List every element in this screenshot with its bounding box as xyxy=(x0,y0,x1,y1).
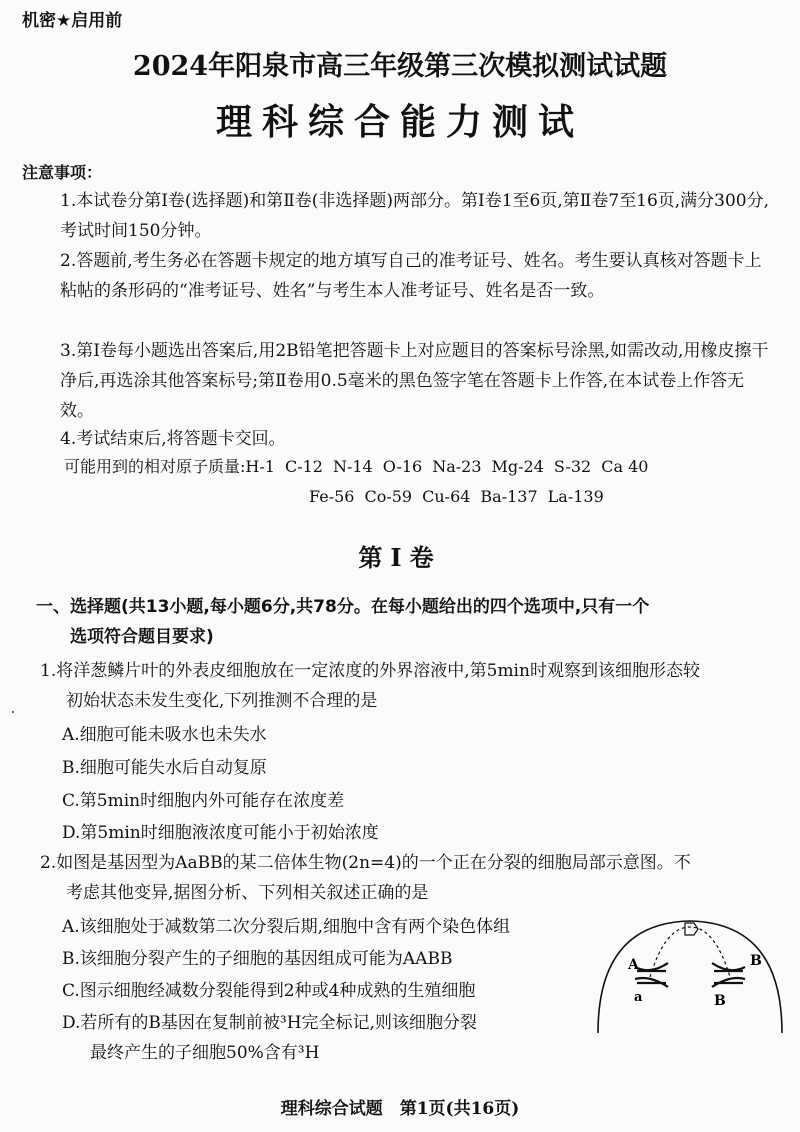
mass-na: Na-23 xyxy=(432,457,482,476)
question-1-line2: 初始状态未发生变化,下列推测不合理的是 xyxy=(66,691,378,711)
mass-fe: Fe-56 xyxy=(309,487,355,506)
subject-title: 理科综合能力测试 xyxy=(215,101,584,143)
section-title-line2: 选项符合题目要求) xyxy=(70,627,214,647)
atomic-masses-label: 可能用到的相对原子质量: xyxy=(64,457,246,476)
atomic-masses xyxy=(64,452,784,512)
question-2-option-d-continued: 最终产生的子细胞50%含有³H xyxy=(90,1043,320,1063)
section-title xyxy=(36,592,786,652)
question-2-option-c: C.图示细胞经减数分裂能得到2种或4种成熟的生殖细胞 xyxy=(62,981,476,1001)
question-1-stem xyxy=(40,656,782,716)
mass-mg: Mg-24 xyxy=(491,457,544,476)
cell-division-diagram xyxy=(590,905,790,1035)
question-1-option-a: A.细胞可能未吸水也未失水 xyxy=(62,725,267,745)
question-1-option-d: D.第5min时细胞液浓度可能小于初始浓度 xyxy=(62,823,379,843)
notice-item-1: 1.本试卷分第Ⅰ卷(选择题)和第Ⅱ卷(非选择题)两部分。第Ⅰ卷1至6页,第Ⅱ卷7至16页,满分300分,考试时间150分钟。 xyxy=(60,191,770,241)
scan-speck xyxy=(12,711,14,713)
question-2-line1: 2.如图是基因型为AaBB的某二倍体生物(2n=4)的一个正在分裂的细胞局部示意图。不 xyxy=(40,853,691,873)
mass-la: La-139 xyxy=(547,487,604,506)
gene-label-a-upper: A xyxy=(628,957,639,973)
exam-title: 2024年阳泉市高三年级第三次模拟测试试题 xyxy=(132,51,668,82)
left-chromosome-pair xyxy=(635,963,668,987)
secrecy-label: 机密★启用前 xyxy=(22,11,123,31)
centrosome-icon xyxy=(685,923,698,935)
question-2-option-a: A.该细胞处于减数第二次分裂后期,细胞中含有两个染色体组 xyxy=(62,917,511,937)
right-chromosome-pair xyxy=(712,963,745,987)
notice-item-2: 2.答题前,考生务必在答题卡规定的地方填写自己的准考证号、姓名。考生要认真核对答题卡上粘帖的条形码的“准考证号、姓名”与考生本人准考证号、姓名是否一致。 xyxy=(60,251,762,301)
mass-ba: Ba-137 xyxy=(480,487,538,506)
gene-label-b-upper: B xyxy=(750,953,762,969)
mass-co: Co-59 xyxy=(364,487,413,506)
page-footer: 理科综合试题 第1页(共16页) xyxy=(280,1099,520,1119)
question-1-option-c: C.第5min时细胞内外可能存在浓度差 xyxy=(62,791,345,811)
question-2-line2: 考虑其他变异,据图分析、下列相关叙述正确的是 xyxy=(66,883,429,903)
question-2-option-b: B.该细胞分裂产生的子细胞的基因组成可能为AABB xyxy=(62,949,453,969)
section-title-line1: 一、选择题(共13小题,每小题6分,共78分。在每小题给出的四个选项中,只有一个 xyxy=(36,597,650,617)
atomic-masses-row2 xyxy=(64,482,784,512)
question-1-option-b: B.细胞可能失水后自动复原 xyxy=(62,758,267,778)
mass-o: O-16 xyxy=(382,457,423,476)
mass-n: N-14 xyxy=(332,457,373,476)
mass-cu: Cu-64 xyxy=(422,487,471,506)
mass-h: H-1 xyxy=(245,457,275,476)
notice-item-3: 3.第Ⅰ卷每小题选出答案后,用2B铅笔把答题卡上对应题目的答案标号涂黑,如需改动,用橡皮擦干净后,再选涂其他答案标号;第Ⅱ卷用0.5毫米的黑色签字笔在答题卡上作答,在本试卷上作答无效。 xyxy=(60,341,769,421)
mass-c: C-12 xyxy=(284,457,323,476)
mass-s: S-32 xyxy=(553,457,592,476)
notice-heading: 注意事项： xyxy=(22,163,103,182)
question-1-line1: 1.将洋葱鳞片叶的外表皮细胞放在一定浓度的外界溶液中,第5min时观察到该细胞形态较 xyxy=(40,661,700,681)
cell-membrane xyxy=(598,921,782,1033)
gene-label-a-lower: a xyxy=(634,990,643,1005)
mass-ca: Ca 40 xyxy=(601,457,649,476)
gene-label-b-lower: B xyxy=(714,993,726,1009)
question-2-option-d: D.若所有的B基因在复制前被³H完全标记,则该细胞分裂 xyxy=(62,1013,477,1033)
question-2-stem xyxy=(40,848,782,908)
volume-title: 第Ⅰ卷 xyxy=(358,543,442,572)
notice-item-4: 4.考试结束后,将答题卡交回。 xyxy=(60,429,286,449)
